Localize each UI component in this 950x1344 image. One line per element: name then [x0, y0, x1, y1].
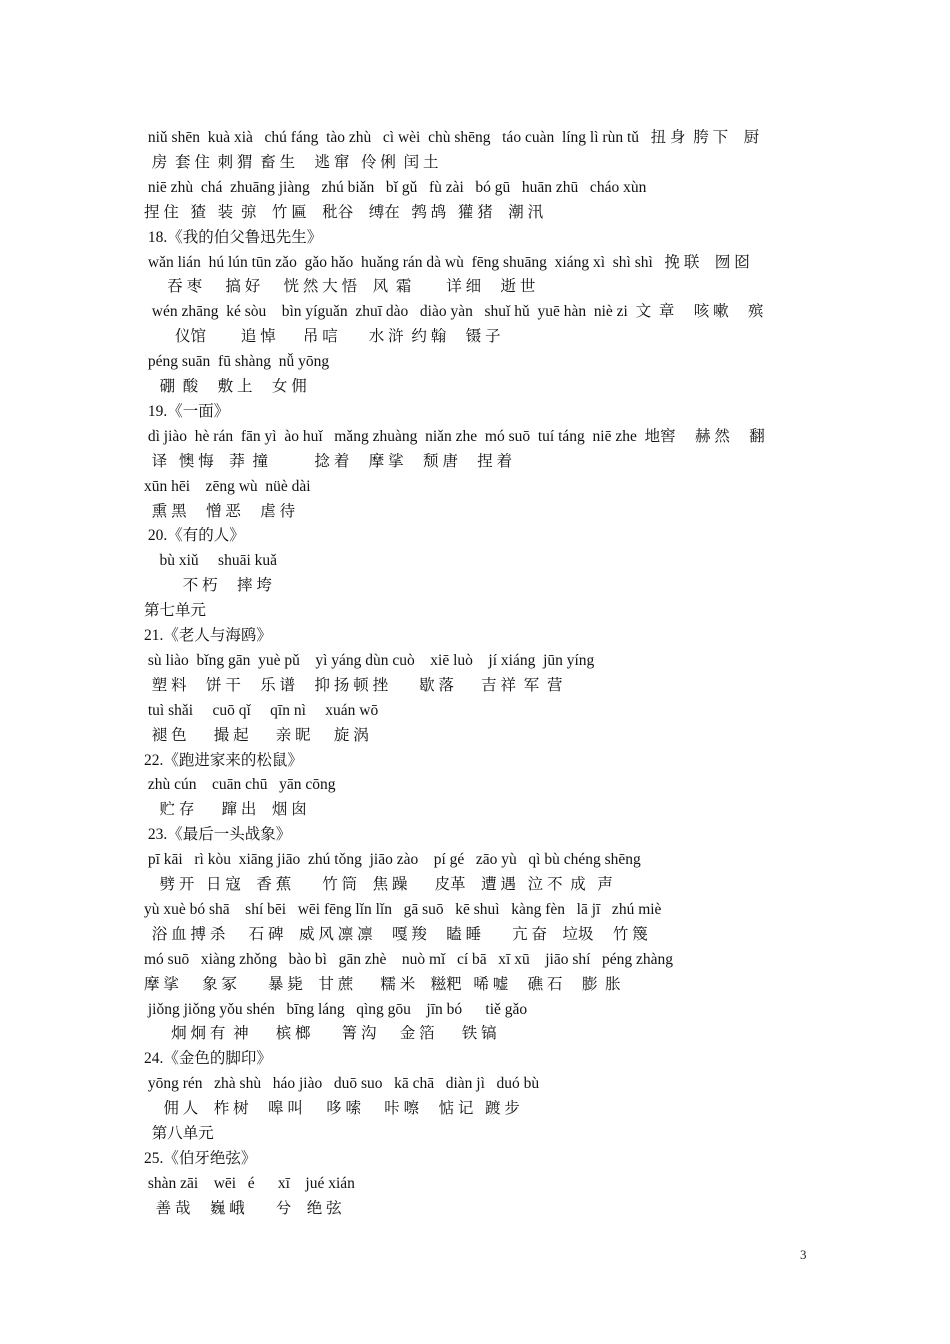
text-line: 褪 色 撮 起 亲 昵 旋 涡 [144, 726, 369, 744]
text-line: zhù cún cuān chū yān cōng [144, 776, 336, 794]
text-line: sù liào bǐng gān yuè pǔ yì yáng dùn cuò xiē luò jí xiáng jūn yíng [144, 651, 595, 669]
text-line: niē zhù chá zhuāng jiàng zhú biǎn bǐ gǔ fù zài bó gū huān zhū cháo xùn [144, 178, 647, 196]
text-line: 硼 酸 敷 上 女 佣 [144, 378, 307, 395]
text-line: 译 懊 悔 莽 撞 捻 着 摩 挲 颓 唐 捏 着 [144, 452, 513, 470]
text-line: 19.《一面》 [144, 402, 230, 420]
text-line: shàn zāi wēi é xī jué xián [144, 1174, 355, 1192]
text-line: bù xiǔ shuāi kuǎ [144, 552, 278, 570]
text-line: 劈 开 日 寇 香 蕉 竹 筒 焦 躁 皮革 遭 遇 泣 不 成 声 [144, 876, 613, 893]
text-line: 20.《有的人》 [144, 527, 245, 545]
text-line: 21.《老人与海鸥》 [144, 627, 272, 644]
text-line: yōng rén zhà shù háo jiào duō suo kā chā diàn jì duó bù [144, 1075, 540, 1093]
text-line: 22.《跑进家来的松鼠》 [144, 751, 303, 769]
text-line: 第八单元 [144, 1125, 214, 1142]
text-line: tuì shǎi cuō qǐ qīn nì xuán wō [144, 701, 379, 719]
text-line: yù xuè bó shā shí bēi wēi fēng lǐn lǐn gā suō kē shuì kàng fèn lā jī zhú miè [144, 900, 662, 918]
text-line: wén zhāng ké sòu bìn yíguǎn zhuī dào diào yàn shuǐ hǔ yuē hàn niè zi 文 章 咳 嗽 殡 [144, 303, 764, 321]
text-line: 捏 住 猹 装 弶 竹 匾 秕谷 缚在 鹁 鸪 獾 猪 潮 汛 [144, 203, 544, 221]
text-line: 25.《伯牙绝弦》 [144, 1149, 257, 1167]
text-line: xūn hēi zēng wù nüè dài [144, 477, 311, 495]
text-line: jiǒng jiǒng yǒu shén bīng láng qìng gōu jīn bó tiě gǎo [144, 1000, 528, 1018]
text-line: 仪馆 追 悼 吊 唁 水 浒 约 翰 镊 子 [144, 328, 501, 346]
text-line: 熏 黑 憎 恶 虐 待 [144, 502, 296, 520]
text-line: 房 套 住 刺 猬 畜 生 逃 窜 伶 俐 闰 土 [144, 153, 439, 171]
text-line: 善 哉 巍 峨 兮 绝 弦 [144, 1199, 342, 1217]
text-line: niǔ shēn kuà xià chú fáng tào zhù cì wèi chù shēng táo cuàn líng lì rùn tǔ 扭 身 胯 下 厨 [144, 129, 760, 146]
text-line: 摩 挲 象 冢 暴 毙 甘 蔗 糯 米 糍粑 唏 嘘 礁 石 膨 胀 [144, 975, 621, 993]
text-line: 第七单元 [144, 602, 207, 620]
text-line: 炯 炯 有 神 槟 榔 箐 沟 金 箔 铁 镐 [144, 1025, 497, 1043]
text-line: 24.《金色的脚印》 [144, 1050, 272, 1068]
text-line: pī kāi rì kòu xiāng jiāo zhú tǒng jiāo zào pí gé zāo yù qì bù chéng shēng [144, 851, 641, 869]
text-line: 不 朽 摔 垮 [144, 577, 272, 595]
text-line: 浴 血 搏 杀 石 碑 威 风 凛 凛 嘎 羧 瞌 睡 亢 奋 垃圾 竹 篾 [144, 925, 648, 943]
text-line: péng suān fū shàng nǚ yōng [144, 353, 330, 371]
text-line: dì jiào hè rán fān yì ào huǐ mǎng zhuàng niǎn zhe mó suō tuí táng niē zhe 地窖 赫 然 翻 [144, 427, 765, 445]
text-line: mó suō xiàng zhǒng bào bì gān zhè nuò mǐ cí bā xī xū jiāo shí péng zhàng [144, 950, 674, 968]
text-line: 塑 料 饼 干 乐 谱 抑 扬 顿 挫 歇 落 吉 祥 军 营 [144, 676, 563, 694]
text-line: 贮 存 蹿 出 烟 囱 [144, 801, 307, 819]
text-line: wǎn lián hú lún tūn zǎo gǎo hǎo huǎng rán dà wù fēng shuāng xiáng xì shì shì 挽 联 囫 囵 [144, 253, 750, 271]
text-line: 吞 枣 搞 好 恍 然 大 悟 风 霜 详 细 逝 世 [144, 278, 536, 296]
page-number: 3 [800, 1247, 807, 1262]
text-line: 23.《最后一头战象》 [144, 826, 292, 844]
text-line: 18.《我的伯父鲁迅先生》 [144, 228, 323, 246]
text-line: 佣 人 柞 树 嗥 叫 哆 嗦 咔 嚓 惦 记 踱 步 [144, 1100, 520, 1118]
